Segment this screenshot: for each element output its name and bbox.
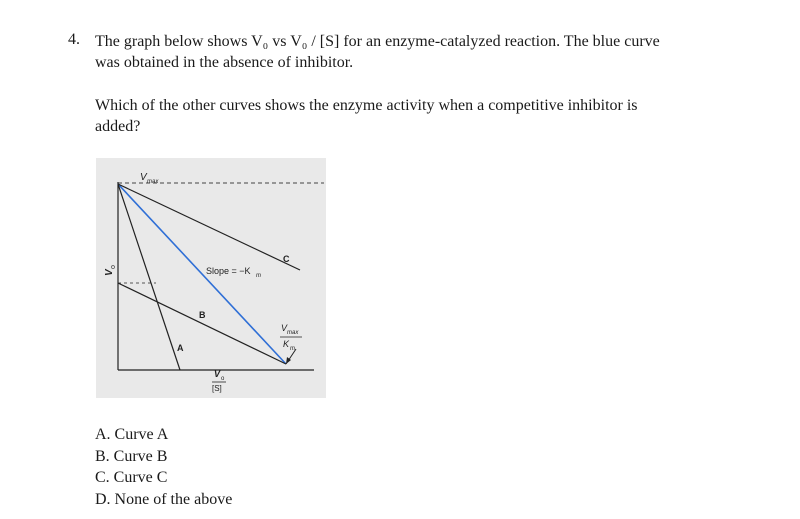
question-prompt [95,95,745,137]
xint-num-sub: max [287,330,299,336]
prompt-line-1: Which of the other curves shows the enzyme activity when a competitive inhibitor is [95,97,638,114]
y-axis-label-sub: o [110,265,117,269]
question-line-2: was obtained in the absence of inhibitor. [95,54,354,71]
curve-b [118,283,286,364]
curve-label-c: C [283,254,290,264]
question-line-1: The graph below shows V₀ vs V₀ / [S] for an enzyme-catalyzed reaction. The blue curve [95,33,660,50]
eadie-hofstee-figure [96,158,326,398]
curve-c [118,184,300,270]
xint-den-sub: m [290,346,295,352]
answer-options [95,424,232,510]
xint-den-label: K [283,339,290,349]
vmax-label: V [140,172,147,183]
question-text [95,31,755,73]
option-a[interactable]: A. Curve A [95,426,169,443]
x-axis-num-label: V [214,369,221,379]
prompt-line-2: added? [95,118,141,135]
x-axis-den-label: [S] [212,384,222,393]
y-axis-label-group [104,265,117,276]
option-b[interactable]: B. Curve B [95,447,168,465]
curve-a [118,184,180,370]
curve-label-b: B [199,310,206,320]
vmax-label-sub: max [147,179,159,185]
option-d[interactable]: D. None of the above [95,490,233,508]
option-c[interactable]: C. Curve C [95,469,168,486]
y-axis-label: V [104,269,115,276]
x-axis-num-sub: o [221,376,225,382]
curve-label-a: A [177,343,184,353]
slope-label: Slope = −K [206,266,251,276]
question-number: 4. [68,31,80,48]
eadie-hofstee-plot [96,158,326,398]
xint-num-label: V [281,323,288,333]
slope-label-sub: m [256,273,261,279]
